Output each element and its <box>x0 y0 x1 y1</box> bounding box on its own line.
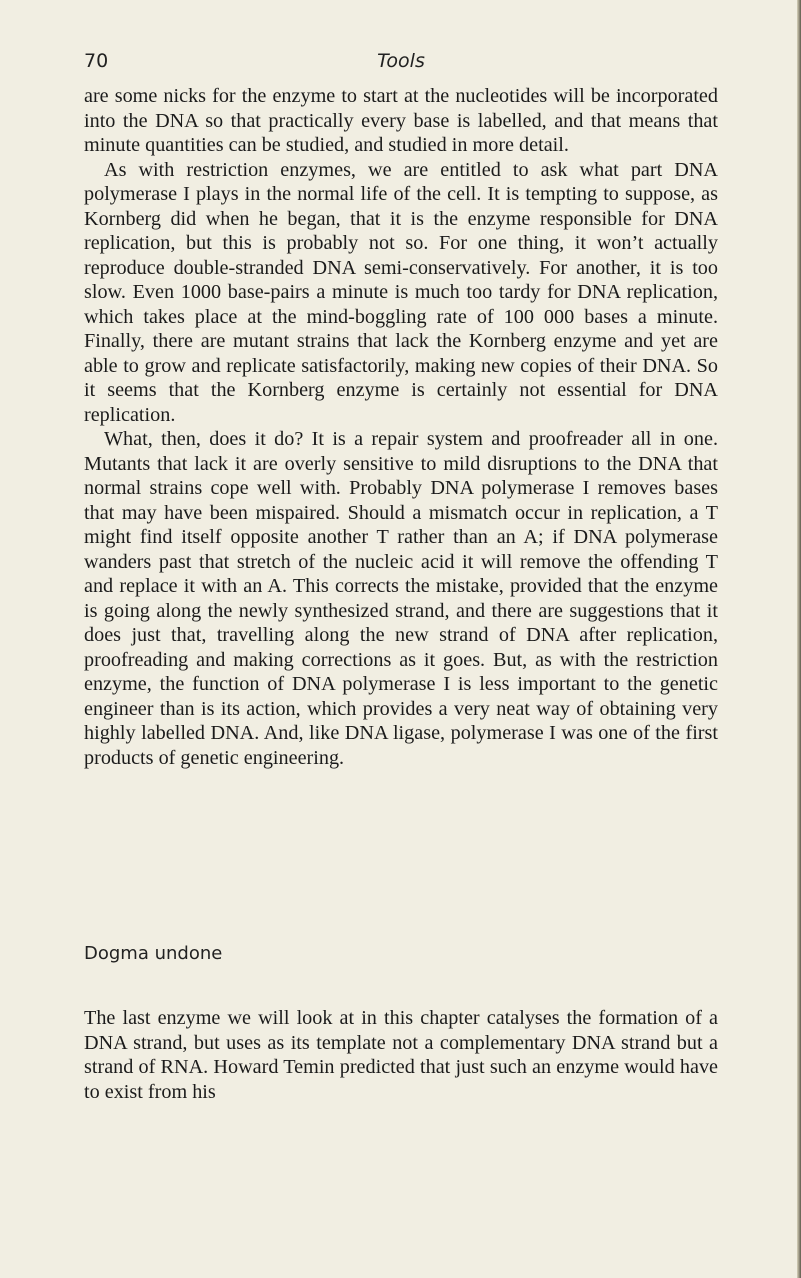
paragraph: The last enzyme we will look at in this chapter catalyses the formation of a DNA strand, but uses as its template not a complementary DNA strand but a strand of RNA. Howard Temin predicted that just such an enzyme would have to exist from his <box>84 1007 718 1103</box>
page-number: 70 <box>84 50 109 72</box>
paragraph: As with restriction enzymes, we are entitled to ask what part DNA polymerase I plays in the normal life of the cell. It is tempting to suppose, as Kornberg did when he began, that it is the enzyme responsible for DNA replication, but this is probably not so. For one thing, it won’t actually reproduce double-stranded DNA semi-conservatively. For another, it is too slow. Even 1000 base-pairs a minute is much too tardy for DNA replication, which takes place at the mind-boggling rate of 100 000 bases a minute. Finally, there are mutant strains that lack the Kornberg enzyme and yet are able to grow and replicate satisfactorily, making new copies of their DNA. So it seems that the Kornberg enzyme is certainly not essential for DNA replication. <box>84 158 718 426</box>
body-text <box>84 84 718 770</box>
paragraph: are some nicks for the enzyme to start at the nucleotides will be incorporated into the DNA so that practically every base is labelled, and that means that minute quantities can be studied, and studied in more detail. <box>84 85 718 156</box>
running-head <box>84 50 718 80</box>
section-body-text <box>84 1006 718 1104</box>
page-edge <box>797 0 801 1278</box>
running-head-title: Tools <box>377 50 425 72</box>
paragraph: What, then, does it do? It is a repair system and proofreader all in one. Mutants that lack it are overly sensitive to mild disruptions to the DNA that normal strains cope well with. Probably DNA polymerase I removes bases that may have been mispaired. Should a mismatch occur in replication, a T might find itself opposite another T rather than an A; if DNA polymerase wanders past that stretch of the nucleic acid it will remove the offending T and replace it with an A. This corrects the mistake, provided that the enzyme is going along the newly synthesized strand, and there are suggestions that it does just that, travelling along the new strand of DNA after replication, proofreading and making corrections as it goes. But, as with the restriction enzyme, the function of DNA polymerase I is less important to the genetic engineer than is its action, which provides a very neat way of obtaining very highly labelled DNA. And, like DNA ligase, polymerase I was one of the first products of genetic engineering. <box>84 428 718 769</box>
section-heading: Dogma undone <box>84 943 223 964</box>
